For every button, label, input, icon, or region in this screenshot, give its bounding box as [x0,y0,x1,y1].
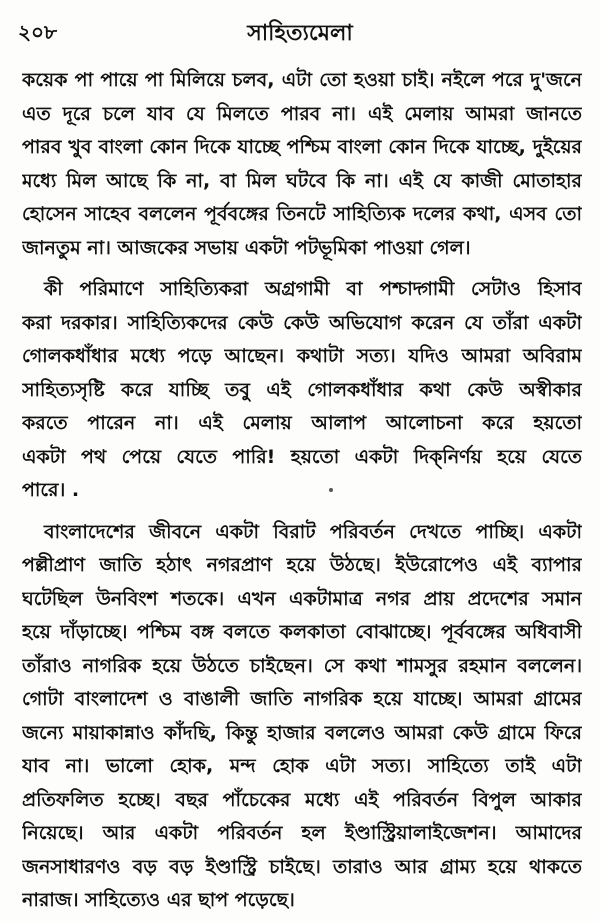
text-line: কয়েক পা পায়ে পা মিলিয়ে চলব, এটা তো হওয়া চাই। নইলে পরে দু'জনে [22,69,582,91]
text-line: যাব না। ভালো হোক, মন্দ হোক এটা সত্য। সাহিত্যে তাই এটা [22,755,582,777]
text-line: বাংলাদেশের জীবনে একটা বিরাট পরিবর্তন দেখতে পাচ্ছি। একটা [44,520,582,543]
text-line: করতে পারেন না। এই মেলায় আলাপ আলোচনা করে হয়তো [22,412,582,434]
page-header [0,14,600,54]
text-line: সাহিত্যসৃষ্টি করে যাচ্ছি তবু এই গোলকধাঁধার কথা কেউ অস্বীকার [22,378,582,401]
text-line: জন্যে মায়াকান্নাও কাঁদছি, কিন্তু হাজার বললেও আমরা কেউ গ্রামে ফিরে [22,721,582,744]
paragraph-2 [22,273,582,508]
body-text [22,64,582,918]
text-line: নিয়েছে। আর একটা পরিবর্তন হল ইণ্ডাস্ট্রিয়ালাইজেশন। আমাদের [22,822,582,844]
text-line: প্রতিফলিত হচ্ছে। বছর পাঁচেকের মধ্যে এই পরিবর্তন বিপুল আকার [22,788,582,811]
print-speck [329,488,333,492]
text-line: গোটা বাংলাদেশ ও বাঙালী জাতি নাগরিক হয়ে যাচ্ছে। আমরা গ্রামের [22,688,582,710]
text-line: হয়ে দাঁড়াচ্ছে। পশ্চিম বঙ্গ বলতে কলকাতা বোঝাচ্ছে। পূর্ববঙ্গের অধিবাসী [22,621,582,643]
text-line: নারাজ। সাহিত্যেও এর ছাপ পড়েছে। [22,889,295,911]
text-line: এত দূরে চলে যাব যে মিলতে পারব না। এই মেলায় আমরা জানতে [22,102,582,125]
text-line: গোলকধাঁধার মধ্যে পড়ে আছেন। কথাটা সত্য। যদিও আমরা অবিরাম [22,345,582,367]
text-line: জানতুম না। আজকের সভায় একটা পটভূমিকা পাওয়া গেল। [22,236,471,259]
text-line: পারব খুব বাংলা কোন দিকে যাচ্ছে পশ্চিম বাংলা কোন দিকে যাচ্ছে, দুইয়ের [22,136,582,158]
paragraph-3 [22,516,582,918]
text-line: করা দরকার। সাহিত্যিকদের কেউ কেউ অভিযোগ করেন যে তাঁরা একটা [22,311,582,334]
running-title: সাহিত্যমেলা [247,21,353,46]
text-line: মধ্যে মিল আছে কি না, বা মিল ঘটবে কি না। এই যে কাজী মোতাহার [22,169,582,192]
text-line: ঘটেছিল উনবিংশ শতকে। এখন একটামাত্র নগর প্রায় প্রদেশের সমান [22,587,582,610]
text-line: হোসেন সাহেব বললেন পূর্ববঙ্গের তিনটে সাহিত্যিক দলের কথা, এসব তো [22,203,582,225]
text-line: জনসাধারণও বড় বড় ইণ্ডাস্ট্রি চাইছে। তারাও আর গ্রাম্য হয়ে থাকতে [22,855,582,878]
page-number: ২০৮ [18,20,57,44]
paragraph-1 [22,64,582,265]
text-line: পারে। . [22,479,80,501]
text-line: একটা পথ পেয়ে যেতে পারি! হয়তো একটা দিক্‌নির্ণয় হয়ে যেতে [22,445,582,468]
text-line: পল্লীপ্রাণ জাতি হঠাৎ নগরপ্রাণ হয়ে উঠছে। ইউরোপেও এই ব্যাপার [22,554,582,576]
text-line: কী পরিমাণে সাহিত্যিকরা অগ্রগামী বা পশ্চাদ্গামী সেটাও হিসাব [44,278,582,300]
text-line: তাঁরাও নাগরিক হয়ে উঠতে চাইছেন। সে কথা শামসুর রহমান বললেন। [22,654,582,677]
